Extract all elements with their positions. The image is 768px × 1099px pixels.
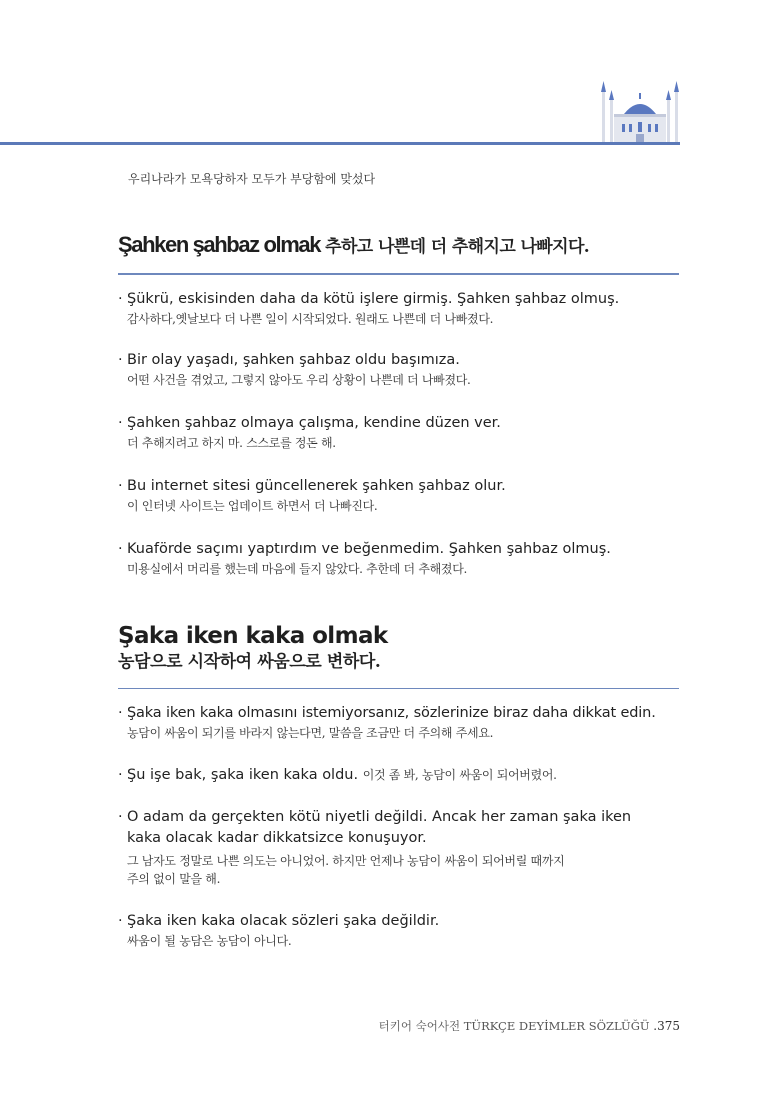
mosque-illustration bbox=[598, 78, 682, 144]
example-turkish: · Şaka iken kaka olmasını istemiyorsanız, sözlerinize biraz daha dikkat edin. bbox=[118, 703, 683, 724]
idiom-title: Şahken şahbaz olmak bbox=[118, 232, 321, 257]
example-turkish: · Bir olay yaşadı, şahken şahbaz oldu başımıza. bbox=[118, 350, 683, 371]
example-korean: 이 인터넷 사이트는 업데이트 하면서 더 나빠진다. bbox=[127, 499, 378, 513]
book-title: 터키어 숙어사전 TÜRKÇE DEYİMLER SÖZLÜĞÜ bbox=[378, 1019, 650, 1033]
page-number: .375 bbox=[653, 1019, 680, 1033]
example-turkish bbox=[118, 807, 683, 849]
example-korean: 이것 좀 봐, 농담이 싸움이 되어버렸어. bbox=[362, 768, 557, 782]
example-item bbox=[118, 350, 683, 389]
example-korean: 미용실에서 머리를 했는데 마음에 들지 않았다. 추한데 더 추해졌다. bbox=[127, 562, 468, 576]
example-korean bbox=[118, 852, 683, 888]
previous-example-translation: 우리나라가 모욕당하자 모두가 부당함에 맞섰다 bbox=[128, 172, 376, 186]
page-footer bbox=[379, 1018, 680, 1034]
idiom-meaning: 농담으로 시작하여 싸움으로 변하다. bbox=[118, 652, 381, 672]
entry-rule bbox=[118, 273, 679, 275]
example-turkish-line: · O adam da gerçekten kötü niyetli değildi. Ancak her zaman şaka iken bbox=[127, 809, 632, 825]
example-turkish-line: kaka olacak kadar dikkatsizce konuşuyor. bbox=[127, 830, 427, 846]
example-turkish: · Şahken şahbaz olmaya çalışma, kendine düzen ver. bbox=[118, 413, 683, 434]
entry-heading bbox=[118, 232, 589, 258]
example-turkish bbox=[118, 765, 683, 786]
example-turkish: · Bu internet sitesi güncellenerek şahken şahbaz olur. bbox=[118, 476, 683, 497]
example-korean-line: 주의 없이 말을 해. bbox=[127, 872, 221, 886]
example-korean: 감사하다,옛날보다 더 나쁜 일이 시작되었다. 원래도 나쁜데 더 나빠졌다. bbox=[127, 312, 494, 326]
example-item bbox=[118, 807, 683, 888]
example-item bbox=[118, 413, 683, 452]
entry-rule bbox=[118, 688, 679, 689]
example-item bbox=[118, 765, 683, 786]
example-item bbox=[118, 476, 683, 515]
header-rule bbox=[0, 142, 680, 145]
example-korean: 싸움이 될 농담은 농담이 아니다. bbox=[127, 934, 292, 948]
example-item bbox=[118, 539, 683, 578]
example-korean-line: 그 남자도 정말로 나쁜 의도는 아니었어. 하지만 언제나 농담이 싸움이 되어버릴 때까지 bbox=[127, 854, 565, 868]
example-korean: 농담이 싸움이 되기를 바라지 않는다면, 말씀을 조금만 더 주의해 주세요. bbox=[127, 726, 494, 740]
example-turkish: · Şükrü, eskisinden daha da kötü işlere girmiş. Şahken şahbaz olmuş. bbox=[118, 289, 683, 310]
idiom-title: Şaka iken kaka olmak bbox=[118, 623, 388, 649]
example-turkish: · Şaka iken kaka olacak sözleri şaka değildir. bbox=[118, 911, 683, 932]
example-korean: 더 추해지려고 하지 마. 스스로를 정돈 해. bbox=[127, 436, 336, 450]
example-item bbox=[118, 703, 683, 742]
example-turkish-text: Şu işe bak, şaka iken kaka oldu. bbox=[127, 767, 359, 783]
idiom-meaning: 추하고 나쁜데 더 추해지고 나빠지다. bbox=[325, 237, 590, 257]
example-turkish: · Kuaförde saçımı yaptırdım ve beğenmedim. Şahken şahbaz olmuş. bbox=[118, 539, 683, 560]
example-item bbox=[118, 289, 683, 328]
entry-heading bbox=[118, 622, 388, 674]
example-item bbox=[118, 911, 683, 950]
example-korean: 어떤 사건을 겪었고, 그렇지 않아도 우리 상황이 나쁜데 더 나빠졌다. bbox=[127, 373, 471, 387]
